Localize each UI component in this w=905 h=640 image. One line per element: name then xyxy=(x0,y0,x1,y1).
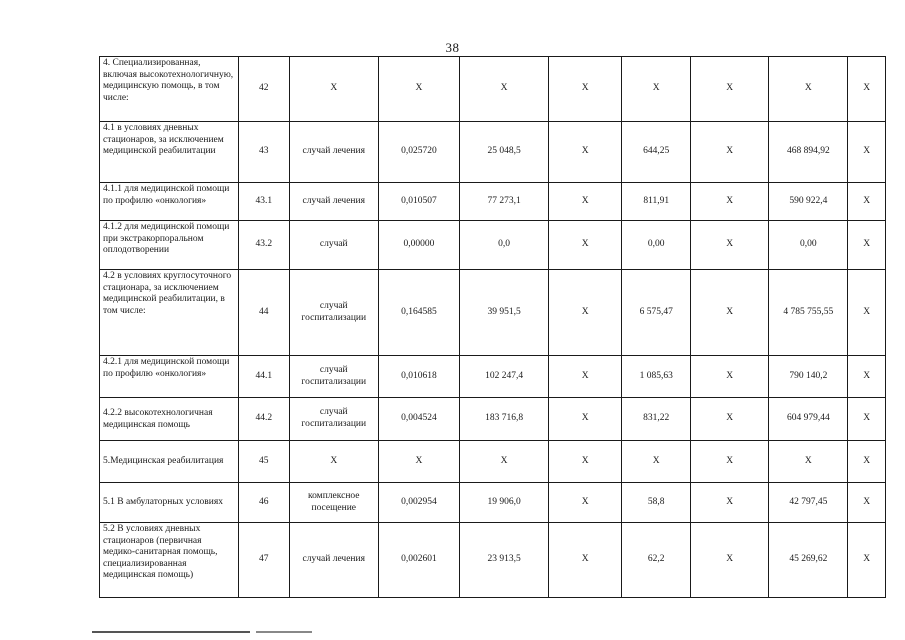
row-col8: X xyxy=(691,221,769,270)
row-col6: X xyxy=(549,122,622,183)
row-col10: X xyxy=(848,221,886,270)
row-col10: X xyxy=(848,270,886,356)
row-unit: X xyxy=(289,441,378,483)
row-col6: X xyxy=(549,441,622,483)
row-col6: X xyxy=(549,398,622,441)
row-col7: 644,25 xyxy=(622,122,691,183)
row-col10: X xyxy=(848,398,886,441)
row-name: 4.2.2 высокотехнологичная медицинская помощь xyxy=(100,398,239,441)
row-unit: случай госпитализации xyxy=(289,270,378,356)
row-col7: X xyxy=(622,57,691,122)
row-col7: 62,2 xyxy=(622,523,691,598)
row-unit: случай лечения xyxy=(289,122,378,183)
page-number: 38 xyxy=(445,40,460,55)
row-unit: комплексное посещение xyxy=(289,483,378,523)
row-norm: 0,00000 xyxy=(378,221,459,270)
row-code: 45 xyxy=(238,441,289,483)
row-norm: 0,025720 xyxy=(378,122,459,183)
row-name: 4.1.1 для медицинской помощи по профилю «онкология» xyxy=(100,183,239,221)
row-col6: X xyxy=(549,183,622,221)
financing-table xyxy=(99,56,886,598)
row-col9: 604 979,44 xyxy=(769,398,848,441)
row-col9: 790 140,2 xyxy=(769,356,848,398)
row-norm: X xyxy=(378,57,459,122)
row-col9: X xyxy=(769,57,848,122)
row-unit: случай лечения xyxy=(289,523,378,598)
row-col8: X xyxy=(691,270,769,356)
row-col10: X xyxy=(848,356,886,398)
row-code: 43.2 xyxy=(238,221,289,270)
table-row xyxy=(100,221,886,270)
footer-scan-line xyxy=(92,631,250,633)
row-col10: X xyxy=(848,183,886,221)
row-cost: 25 048,5 xyxy=(460,122,549,183)
row-col10: X xyxy=(848,523,886,598)
row-code: 44 xyxy=(238,270,289,356)
row-norm: 0,164585 xyxy=(378,270,459,356)
row-col8: X xyxy=(691,57,769,122)
row-name: 4. Специализированная, включая высокотехнологичную, медицинскую помощь, в том числе: xyxy=(100,57,239,122)
row-col9: 468 894,92 xyxy=(769,122,848,183)
row-col7: 811,91 xyxy=(622,183,691,221)
row-cost: 23 913,5 xyxy=(460,523,549,598)
row-unit: X xyxy=(289,57,378,122)
row-col9: 590 922,4 xyxy=(769,183,848,221)
row-col7: X xyxy=(622,441,691,483)
row-col10: X xyxy=(848,483,886,523)
row-cost: 19 906,0 xyxy=(460,483,549,523)
row-name: 5.Медицинская реабилитация xyxy=(100,441,239,483)
row-norm: 0,010618 xyxy=(378,356,459,398)
row-code: 43 xyxy=(238,122,289,183)
footer-scan-line xyxy=(256,631,312,633)
row-name: 5.1 В амбулаторных условиях xyxy=(100,483,239,523)
row-code: 42 xyxy=(238,57,289,122)
row-name: 4.2 в условиях круглосуточного стационара, за исключением медицинской реабилитации, в том числе: xyxy=(100,270,239,356)
row-col8: X xyxy=(691,183,769,221)
row-norm: 0,002954 xyxy=(378,483,459,523)
row-unit: случай xyxy=(289,221,378,270)
table-row xyxy=(100,441,886,483)
table-row xyxy=(100,483,886,523)
row-code: 44.2 xyxy=(238,398,289,441)
row-col9: 42 797,45 xyxy=(769,483,848,523)
row-norm: X xyxy=(378,441,459,483)
row-code: 47 xyxy=(238,523,289,598)
row-col6: X xyxy=(549,356,622,398)
row-col6: X xyxy=(549,57,622,122)
row-unit: случай госпитализации xyxy=(289,356,378,398)
row-name: 4.2.1 для медицинской помощи по профилю «онкология» xyxy=(100,356,239,398)
row-cost: X xyxy=(460,441,549,483)
row-col10: X xyxy=(848,122,886,183)
row-col6: X xyxy=(549,270,622,356)
row-code: 43.1 xyxy=(238,183,289,221)
row-unit: случай госпитализации xyxy=(289,398,378,441)
row-col8: X xyxy=(691,441,769,483)
row-cost: 102 247,4 xyxy=(460,356,549,398)
row-cost: 183 716,8 xyxy=(460,398,549,441)
table-row xyxy=(100,57,886,122)
row-code: 44.1 xyxy=(238,356,289,398)
row-cost: 0,0 xyxy=(460,221,549,270)
table-row xyxy=(100,122,886,183)
row-col6: X xyxy=(549,221,622,270)
row-col10: X xyxy=(848,57,886,122)
row-col9: X xyxy=(769,441,848,483)
row-col6: X xyxy=(549,483,622,523)
table-row xyxy=(100,523,886,598)
table-row xyxy=(100,398,886,441)
row-name: 4.1.2 для медицинской помощи при экстракорпоральном оплодотворении xyxy=(100,221,239,270)
row-code: 46 xyxy=(238,483,289,523)
row-col7: 1 085,63 xyxy=(622,356,691,398)
table-row xyxy=(100,356,886,398)
row-cost: 77 273,1 xyxy=(460,183,549,221)
row-norm: 0,002601 xyxy=(378,523,459,598)
row-col10: X xyxy=(848,441,886,483)
row-col9: 0,00 xyxy=(769,221,848,270)
row-col9: 4 785 755,55 xyxy=(769,270,848,356)
row-col8: X xyxy=(691,523,769,598)
table-row xyxy=(100,183,886,221)
row-col7: 0,00 xyxy=(622,221,691,270)
row-col7: 58,8 xyxy=(622,483,691,523)
row-unit: случай лечения xyxy=(289,183,378,221)
row-name: 4.1 в условиях дневных стационаров, за исключением медицинской реабилитации xyxy=(100,122,239,183)
row-col8: X xyxy=(691,483,769,523)
row-col8: X xyxy=(691,356,769,398)
row-col8: X xyxy=(691,122,769,183)
row-norm: 0,004524 xyxy=(378,398,459,441)
row-col8: X xyxy=(691,398,769,441)
row-cost: X xyxy=(460,57,549,122)
row-name: 5.2 В условиях дневных стационаров (первичная медико-санитарная помощь, специализированная медицинская помощь) xyxy=(100,523,239,598)
row-cost: 39 951,5 xyxy=(460,270,549,356)
row-col6: X xyxy=(549,523,622,598)
row-norm: 0,010507 xyxy=(378,183,459,221)
table-row xyxy=(100,270,886,356)
row-col7: 6 575,47 xyxy=(622,270,691,356)
row-col9: 45 269,62 xyxy=(769,523,848,598)
row-col7: 831,22 xyxy=(622,398,691,441)
